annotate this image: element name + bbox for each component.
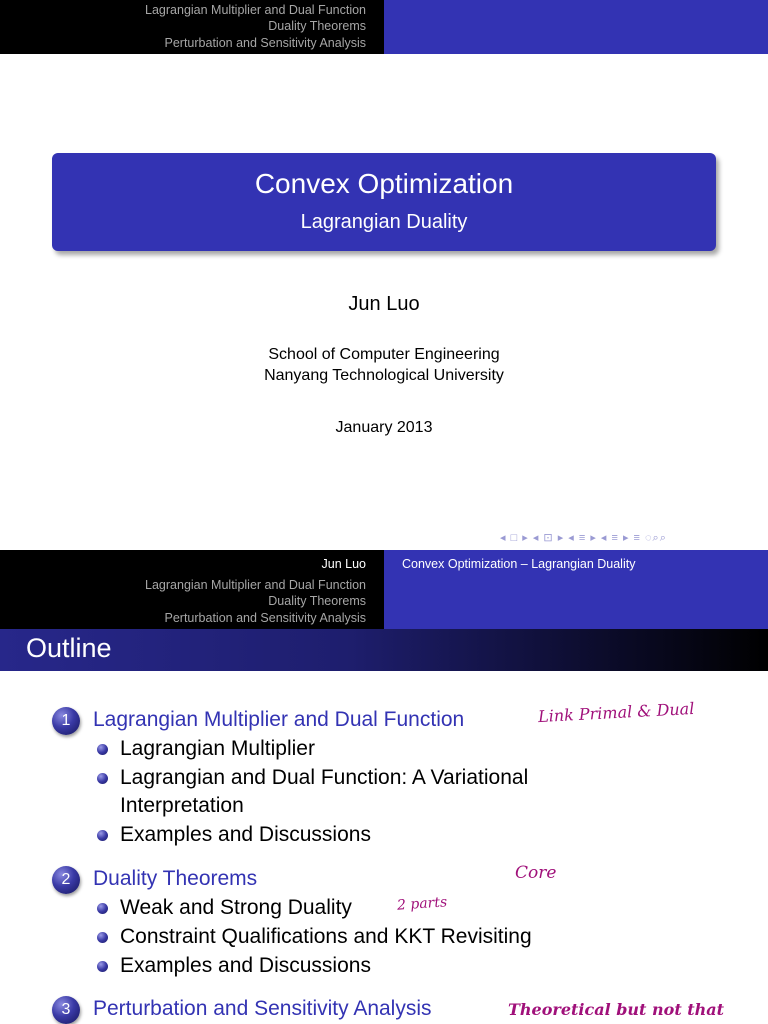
section-3-title[interactable]: Perturbation and Sensitivity Analysis bbox=[93, 997, 432, 1020]
bullet-icon bbox=[97, 961, 108, 972]
slide1-header-right bbox=[384, 0, 768, 54]
author: Jun Luo bbox=[348, 293, 420, 315]
slide2-nav-section-1[interactable]: Lagrangian Multiplier and Dual Function bbox=[145, 578, 366, 592]
handwritten-note-core: Core bbox=[515, 863, 557, 883]
bullet-icon bbox=[97, 830, 108, 841]
subsection-1-1[interactable]: Lagrangian Multiplier bbox=[120, 737, 315, 760]
bullet-icon bbox=[97, 903, 108, 914]
slide1-nav-section-1[interactable]: Lagrangian Multiplier and Dual Function bbox=[145, 3, 366, 17]
handwritten-note-theoretical: Theoretical but not that bbox=[508, 1000, 725, 1019]
institute-line-1: School of Computer Engineering bbox=[268, 346, 500, 363]
section-2-number: 2 bbox=[61, 871, 71, 888]
subsection-1-2[interactable]: Lagrangian and Dual Function: A Variational bbox=[120, 766, 529, 789]
institute-line-2: Nanyang Technological University bbox=[264, 367, 504, 384]
handwritten-note-link-primal-dual: Link Primal & Dual bbox=[537, 698, 695, 727]
date: January 2013 bbox=[335, 419, 433, 436]
subsection-2-1[interactable]: Weak and Strong Duality bbox=[120, 896, 352, 919]
slide1-nav-section-3[interactable]: Perturbation and Sensitivity Analysis bbox=[164, 36, 366, 50]
slide1-nav-section-2[interactable]: Duality Theorems bbox=[268, 19, 366, 33]
section-3-number: 3 bbox=[61, 1001, 71, 1018]
frame-title-bar bbox=[0, 629, 768, 671]
slide2-header-author: Jun Luo bbox=[321, 557, 366, 571]
slide-title: Convex Optimization bbox=[254, 168, 514, 199]
bullet-icon bbox=[97, 932, 108, 943]
subsection-1-3[interactable]: Examples and Discussions bbox=[120, 823, 371, 846]
subsection-2-2[interactable]: Constraint Qualifications and KKT Revisiting bbox=[120, 925, 532, 948]
slide2-nav-section-2[interactable]: Duality Theorems bbox=[268, 594, 366, 608]
frame-title: Outline bbox=[26, 633, 112, 663]
beamer-navigation-icons[interactable]: ◂ □ ▸ ◂ ⊡ ▸ ◂ ≡ ▸ ◂ ≡ ▸ ≡ ◌⌕⌕ bbox=[500, 532, 667, 544]
section-2-title[interactable]: Duality Theorems bbox=[93, 867, 258, 890]
subsection-2-3[interactable]: Examples and Discussions bbox=[120, 954, 371, 977]
subsection-1-2-continued[interactable]: Interpretation bbox=[120, 794, 244, 817]
section-1-number: 1 bbox=[61, 712, 71, 729]
slide2-header-short-title: Convex Optimization – Lagrangian Duality bbox=[402, 557, 636, 571]
handwritten-note-2-parts: 2 parts bbox=[396, 894, 448, 914]
bullet-icon bbox=[97, 773, 108, 784]
section-1-title[interactable]: Lagrangian Multiplier and Dual Function bbox=[93, 708, 465, 731]
bullet-icon bbox=[97, 744, 108, 755]
slide-subtitle: Lagrangian Duality bbox=[300, 211, 468, 233]
slide2-nav-section-3[interactable]: Perturbation and Sensitivity Analysis bbox=[164, 611, 366, 625]
